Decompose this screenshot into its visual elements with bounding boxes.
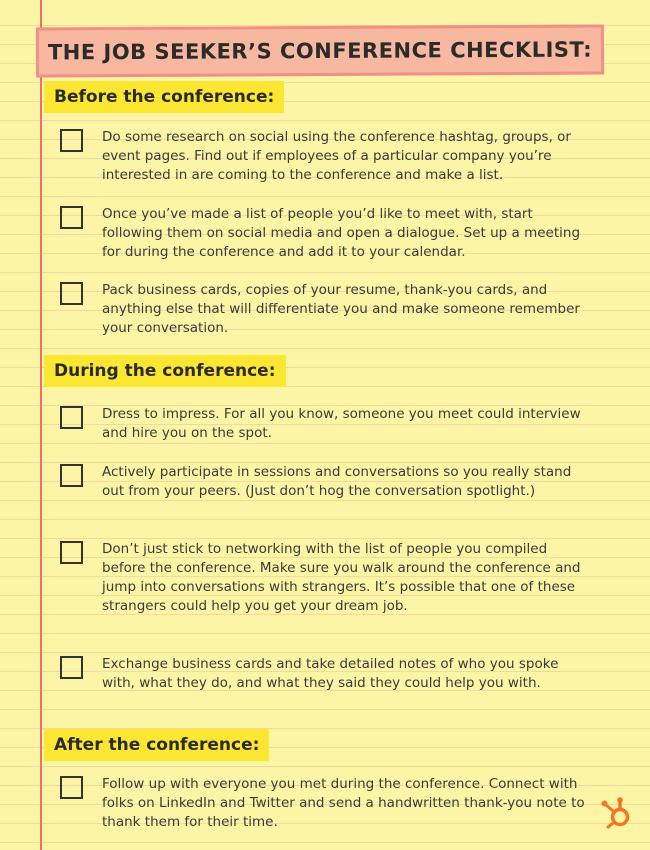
checkbox-icon[interactable] [60,656,83,679]
checkbox-icon[interactable] [60,406,83,429]
section-heading-after: After the conference: [44,729,269,761]
item-text: Exchange business cards and take detailed notes of who you spoke with, what they do, and what they said they could help you with. [102,656,559,691]
checkbox-icon[interactable] [60,129,83,152]
checkbox-icon[interactable] [60,464,83,487]
margin-line [40,0,42,850]
item-text: Don’t just stick to networking with the list of people you compiled before the conference. Make sure you walk around the conference and jump into conversations with strangers. It’s possible that one of these strangers could help you get your dream job. [102,541,581,614]
checkbox-icon[interactable] [60,776,83,799]
item-text: Actively participate in sessions and conversations so you really stand out from your peers. (Just don’t hog the conversation spotlight.) [102,464,572,499]
page-title: THE JOB SEEKER’S CONFERENCE CHECKLIST: [36,25,604,78]
checkbox-icon[interactable] [60,206,83,229]
item-text: Follow up with everyone you met during the conference. Connect with folks on LinkedIn and Twitter and send a handwritten thank-you note to thank them for their time. [102,776,585,830]
hubspot-sprocket-icon [600,796,634,830]
section-heading-during: During the conference: [44,355,286,387]
item-text: Dress to impress. For all you know, someone you meet could interview and hire you on the spot. [102,406,581,441]
section-heading-before: Before the conference: [44,81,284,113]
checkbox-icon[interactable] [60,282,83,305]
item-text: Once you’ve made a list of people you’d like to meet with, start following them on social media and open a dialogue. Set up a meeting for during the conference and add it to your calendar. [102,206,581,260]
item-text: Do some research on social using the conference hashtag, groups, or event pages. Find out if employees of a particular company you’re interested in are coming to the conference and make a list. [102,129,571,183]
item-text: Pack business cards, copies of your resume, thank-you cards, and anything else that will differentiate you and make someone remember your conversation. [102,282,580,336]
checkbox-icon[interactable] [60,541,83,564]
